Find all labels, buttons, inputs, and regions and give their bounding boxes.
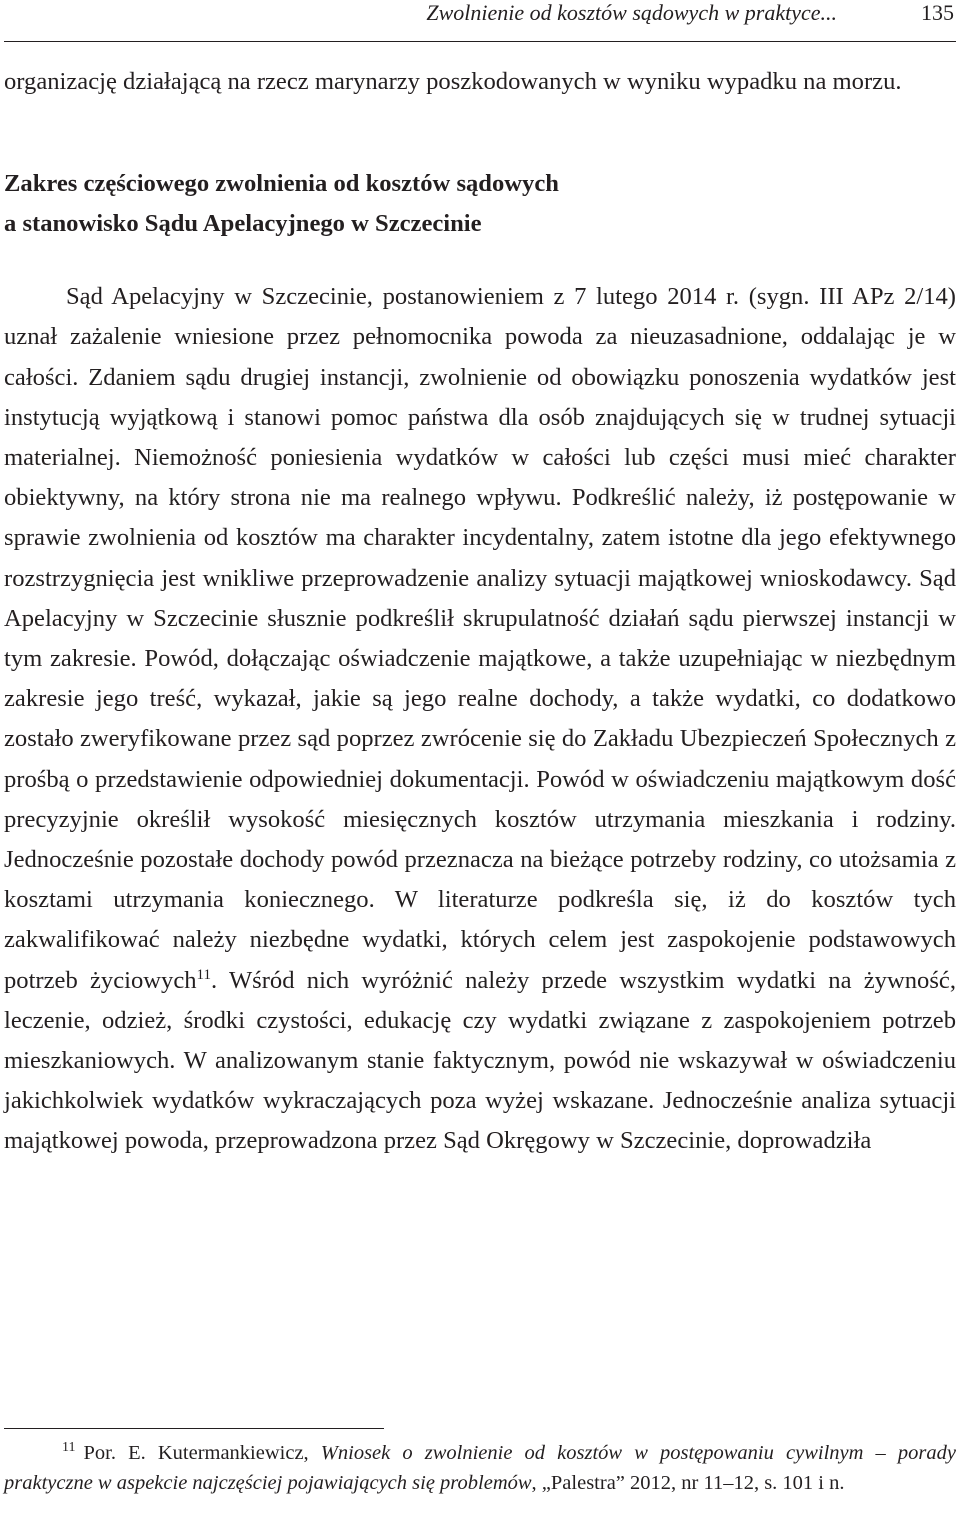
footnote-separator: [4, 1428, 384, 1429]
section-heading: [4, 164, 956, 244]
footnote: [4, 1438, 956, 1498]
body-text-part-1: Sąd Apelacyjny w Szczecinie, postanowieniem z 7 lutego 2014 r. (sygn. III APz 2/14) uznał zażalenie wniesione przez pełnomocnika powoda za nieuzasadnione, oddalając je w całości. Zdaniem sądu drugiej instancji, zwolnienie od obowiązku ponoszenia wydatków jest instytucją wyjątkową i stanowi pomoc państwa dla osób znajdujących się w trudnej sytuacji materialnej. Niemożność poniesienia wydatków w całości lub części musi mieć charakter obiektywny, na który strona nie ma realnego wpływu. Podkreślić należy, iż postępowanie w sprawie zwolnienia od kosztów ma charakter incydentalny, zatem istotne dla jego efektywnego rozstrzygnięcia jest wnikliwe przeprowadzenie analizy sytuacji majątkowej wnioskodawcy. Sąd Apelacyjny w Szczecinie słusznie podkreślił skrupulatność działań sądu pierwszej instancji w tym zakresie. Powód, dołączając oświadczenie majątkowe, a także uzupełniając w niezbędnym zakresie jego treść, wykazał, jakie są jego realne dochody, a także wydatki, co dodatkowo zostało zweryfikowane przez sąd poprzez zwrócenie się do Zakładu Ubezpieczeń Społecznych z prośbą o przedstawienie odpowiedniej dokumentacji. Powód w oświadczeniu majątkowym dość precyzyjnie określił wysokość miesięcznych kosztów utrzymania mieszkania i rodziny. Jednocześnie pozostałe dochody powód przeznacza na bieżące potrzeby rodziny, co utożsamia z kosztami utrzymania koniecznego. W literaturze podkreśla się, iż do kosztów tych zakwalifikować należy niezbędne wydatki, których celem jest zaspokojenie podstawowych potrzeb życiowych: [4, 283, 956, 994]
footnote-reference[interactable]: 11: [196, 966, 211, 983]
footnote-number: 11: [62, 1440, 76, 1456]
intro-paragraph: organizację działającą na rzecz marynarzy poszkodowanych w wyniku wypadku na morzu.: [4, 68, 902, 95]
running-header: [4, 0, 954, 38]
page-number: 135: [921, 0, 954, 25]
header-rule: [4, 41, 956, 42]
body-paragraph: [4, 277, 956, 1161]
running-title: Zwolnienie od kosztów sądowych w praktyce...: [426, 0, 837, 25]
section-heading-line-1: Zakres częściowego zwolnienia od kosztów sądowych: [4, 170, 559, 198]
footnote-source: , „Palestra” 2012, nr 11–12, s. 101 i n.: [531, 1472, 845, 1494]
footnote-title: Wniosek o zwolnienie od kosztów w postępowaniu cywilnym – porady praktyczne w aspekcie najczęściej pojawiających się problemów: [4, 1442, 956, 1494]
section-heading-line-2: a stanowisko Sądu Apelacyjnego w Szczecinie: [4, 210, 482, 238]
main-content: [4, 62, 956, 1162]
body-text-part-2: . Wśród nich wyróżnić należy przede wszystkim wydatki na żywność, leczenie, odzież, środki czystości, edukację czy wydatki związane z zaspokojeniem potrzeb mieszkaniowych. W analizowanym stanie faktycznym, powód nie wskazywał w oświadczeniu jakichkolwiek wydatków wykraczających poza wyżej wskazane. Jednocześnie analiza sytuacji majątkowej powoda, przeprowadzona przez Sąd Okręgowy w Szczecinie, doprowadziła: [4, 966, 956, 1155]
footnote-author: Por. E. Kutermankiewicz,: [83, 1442, 321, 1464]
